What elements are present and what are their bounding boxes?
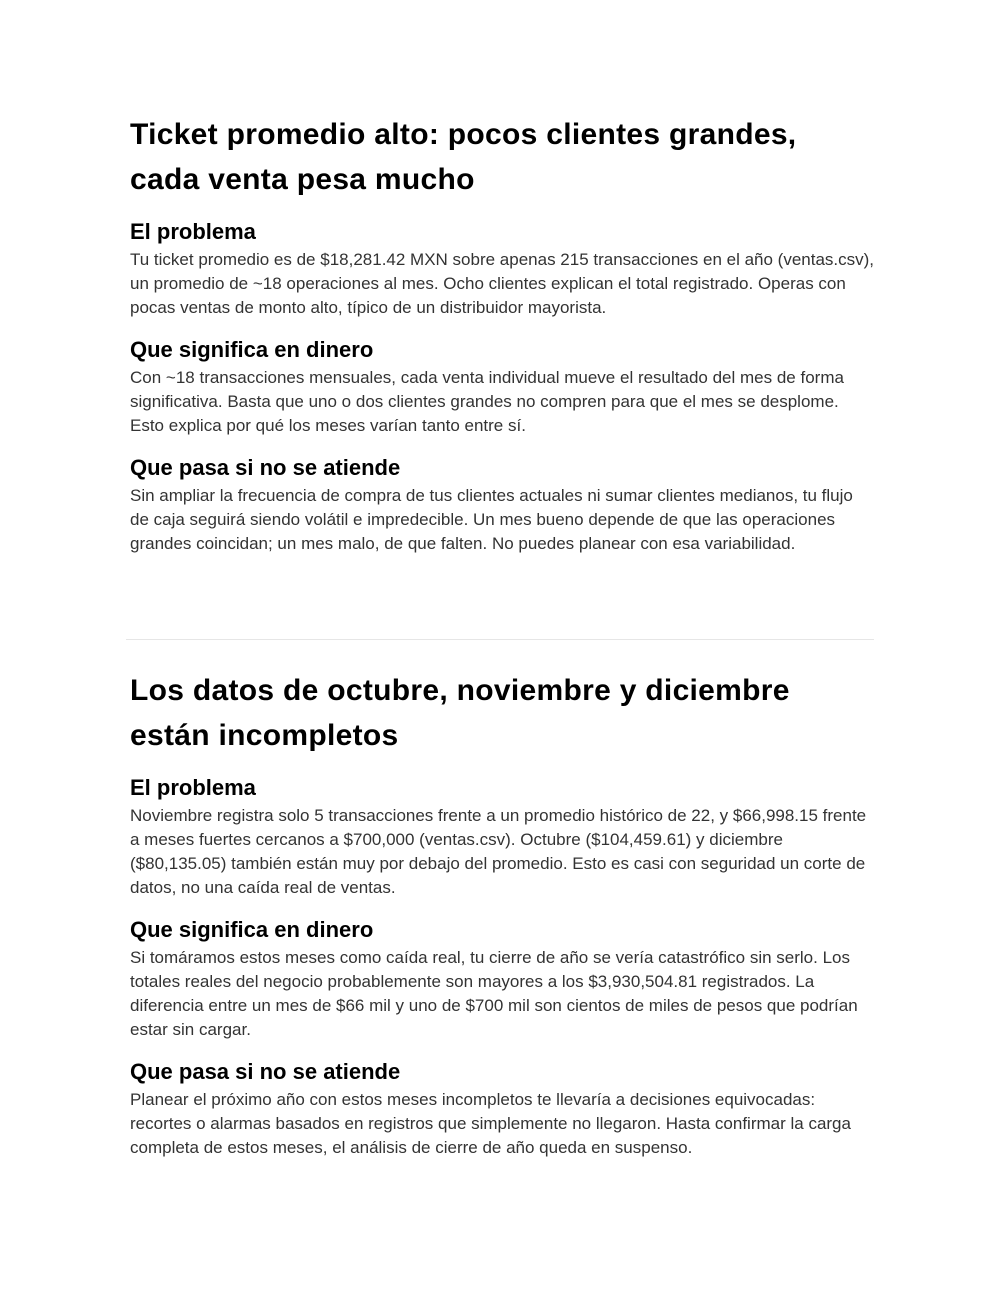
block-text: Con ~18 transacciones mensuales, cada venta individual mueve el resultado del mes de forma significativa. Basta que uno o dos clientes grandes no compren para que el mes se desplome. Esto explica por qué los meses varían tanto entre sí. (130, 368, 844, 435)
section-title: Ticket promedio alto: pocos clientes grandes, cada venta pesa mucho (130, 118, 797, 196)
block-heading: El problema (130, 775, 256, 800)
block-text: Si tomáramos estos meses como caída real, tu cierre de año se vería catastrófico sin serlo. Los totales reales del negocio probablemente son mayores a los $3,930,504.81 registrados. La diferencia entre un mes de $66 mil y uno de $700 mil son cientos de miles de pesos que podrían estar sin cargar. (130, 948, 858, 1039)
section-ticket-promedio (130, 112, 874, 556)
block-que-pasa-si-no-se-atiende (130, 1058, 874, 1160)
section-title: Los datos de octubre, noviembre y diciembre están incompletos (130, 674, 790, 752)
block-que-significa-en-dinero (130, 916, 874, 1042)
block-heading: Que significa en dinero (130, 337, 374, 362)
block-el-problema (130, 774, 874, 900)
block-text: Noviembre registra solo 5 transacciones frente a un promedio histórico de 22, y $66,998.15 frente a meses fuertes cercanos a $700,000 (ventas.csv). Octubre ($104,459.61) y diciembre ($80,135.05) también están muy por debajo del promedio. Esto es casi con seguridad un corte de datos, no una caída real de ventas. (130, 806, 867, 897)
block-que-pasa-si-no-se-atiende (130, 454, 874, 556)
section-divider (126, 639, 874, 640)
block-heading: Que pasa si no se atiende (130, 455, 401, 480)
block-el-problema (130, 218, 874, 320)
document-page (130, 112, 875, 1157)
section-datos-incompletos (130, 668, 874, 1160)
block-heading: Que pasa si no se atiende (130, 1059, 401, 1084)
block-text: Sin ampliar la frecuencia de compra de tus clientes actuales ni sumar clientes medianos, tu flujo de caja seguirá siendo volátil e impredecible. Un mes bueno depende de que las operaciones grandes coincidan; un mes malo, de que falten. No puedes planear con esa variabilidad. (130, 486, 853, 553)
block-heading: El problema (130, 219, 256, 244)
block-que-significa-en-dinero (130, 336, 874, 438)
block-text: Tu ticket promedio es de $18,281.42 MXN sobre apenas 215 transacciones en el año (ventas.csv), un promedio de ~18 operaciones al mes. Ocho clientes explican el total registrado. Operas con pocas ventas de monto alto, típico de un distribuidor mayorista. (130, 250, 875, 317)
block-text: Planear el próximo año con estos meses incompletos te llevaría a decisiones equivocadas: recortes o alarmas basados en registros que simplemente no llegaron. Hasta confirmar la carga completa de estos meses, el análisis de cierre de año queda en suspenso. (130, 1090, 851, 1157)
block-heading: Que significa en dinero (130, 917, 374, 942)
